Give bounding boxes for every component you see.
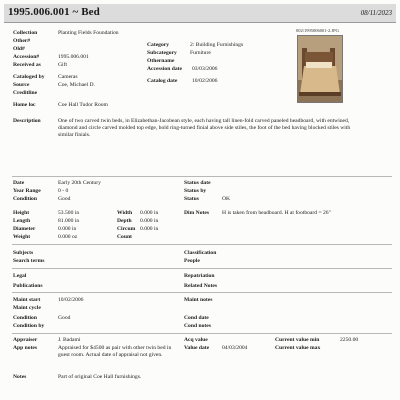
- print-date: 08/11/2023: [360, 9, 392, 17]
- source-value: Coe, Michael D.: [58, 82, 95, 88]
- collection-label: Collection: [13, 30, 38, 36]
- date-value: Early 20th Century: [58, 180, 101, 186]
- maint-condition-label: Condition: [13, 315, 37, 321]
- date-label: Date: [13, 180, 25, 186]
- catalog-date-label: Catalog date: [147, 78, 178, 84]
- classification-label: Classification: [184, 250, 217, 256]
- appraiser-label: Appraiser: [13, 337, 38, 343]
- source-label: Source: [13, 82, 30, 88]
- maint-start-value: 10/02/2006: [58, 297, 84, 303]
- maint-cycle-label: Maint cycle: [13, 305, 41, 311]
- maint-notes-label: Maint notes: [184, 297, 213, 303]
- condition-label: Condition: [13, 196, 37, 202]
- description-text: One of two carved twin beds, in Elizabethan-Jacobean style, each having tall linen-fold carved paneled headboard, with entwined, diamond and circle carved molded top edge, bold ring-turned finial above side stiles, the foot of the bed having blocked stiles with similar finials.: [58, 118, 351, 139]
- search-terms-label: Search terms: [13, 258, 45, 264]
- received-as-value: Gift: [58, 62, 68, 68]
- app-notes-value: Appraised for $4500 as pair with other twin bed in guest room. Actual date of appraisal not given.: [58, 345, 172, 359]
- cond-date-label: Cond date: [184, 315, 209, 321]
- year-range-value: 0 - 0: [58, 188, 69, 194]
- bed-footboard: [299, 92, 341, 96]
- accession-number-value: 1995.006.001: [58, 54, 89, 60]
- appraiser-value: J. Badami: [58, 337, 81, 343]
- collection-value: Planting Fields Foundation: [58, 30, 119, 36]
- year-range-label: Year Range: [13, 188, 41, 194]
- cataloged-by-value: Cameras: [58, 74, 78, 80]
- value-date-label: Value date: [184, 345, 210, 351]
- length-label: Length: [13, 218, 31, 224]
- publications-label: Publications: [13, 283, 43, 289]
- home-location-value: Coe Hall Tudor Room: [58, 102, 108, 108]
- diameter-label: Diameter: [13, 226, 36, 232]
- height-label: Height: [13, 210, 30, 216]
- notes-label: Notes: [13, 374, 27, 380]
- maint-condition-value: Good: [58, 315, 71, 321]
- section-divider: [12, 244, 392, 245]
- weight-label: Weight: [13, 234, 31, 240]
- width-label: Width: [117, 210, 133, 216]
- maint-start-label: Maint start: [13, 297, 41, 303]
- condition-by-label: Condition by: [13, 323, 45, 329]
- acq-value-label: Acq value: [184, 337, 208, 343]
- bed-cover: [300, 66, 340, 94]
- cond-notes-label: Cond notes: [184, 323, 211, 329]
- record-title: 1995.006.001 ~ Bed: [8, 6, 100, 18]
- status-label: Status: [184, 196, 199, 202]
- cataloged-by-label: Cataloged by: [13, 74, 45, 80]
- app-notes-label: App notes: [13, 345, 38, 351]
- dim-notes-label: Dim Notes: [184, 210, 210, 216]
- other-number-label: Other#: [13, 38, 31, 44]
- section-divider: [12, 333, 392, 334]
- depth-label: Depth: [117, 218, 132, 224]
- legal-label: Legal: [13, 273, 27, 279]
- subjects-label: Subjects: [13, 250, 34, 256]
- count-label: Count: [117, 234, 132, 240]
- status-by-label: Status by: [184, 188, 207, 194]
- othername-label: Othername: [147, 58, 175, 64]
- condition-value: Good: [58, 196, 71, 202]
- accession-date-value: 03/03/2006: [192, 66, 218, 72]
- depth-value: 0.000 in: [140, 218, 159, 224]
- repatriation-label: Repatriation: [184, 273, 215, 279]
- photo-caption: 002\1995006001-2.JPG: [296, 28, 339, 33]
- accession-date-label: Accession date: [147, 66, 182, 72]
- circum-value: 0.000 in: [140, 226, 159, 232]
- category-label: Category: [147, 42, 170, 48]
- value-date-value: 04/03/2004: [222, 345, 248, 351]
- bed-pillow: [306, 62, 332, 68]
- dim-notes-value: H is taken from headboard. H at footboard = 26": [222, 210, 331, 216]
- notes-value: Part of original Coe Hall furnishings.: [58, 374, 142, 380]
- weight-value: 0.000 oz: [58, 234, 78, 240]
- record-header: [4, 4, 396, 23]
- status-date-label: Status date: [184, 180, 211, 186]
- circum-label: Circum: [117, 226, 136, 232]
- old-number-label: Old#: [13, 46, 25, 52]
- current-value-min-label: Current value min: [275, 337, 320, 343]
- section-divider: [12, 292, 392, 293]
- related-notes-label: Related Notes: [184, 283, 218, 289]
- home-location-label: Home loc: [13, 102, 36, 108]
- current-value-max-label: Current value max: [275, 345, 321, 351]
- diameter-value: 0.000 in: [58, 226, 77, 232]
- subcategory-value: Furniture: [190, 50, 211, 56]
- catalog-date-value: 10/02/2006: [192, 78, 218, 84]
- bed-photo-image: [298, 36, 342, 102]
- creditline-label: Creditline: [13, 90, 38, 96]
- people-label: People: [184, 258, 200, 264]
- section-divider: [12, 176, 392, 177]
- length-value: 81.000 in: [58, 218, 80, 224]
- subcategory-label: Subcategory: [147, 50, 177, 56]
- object-photo: [297, 35, 343, 103]
- accession-number-label: Accession#: [13, 54, 40, 60]
- width-value: 0.000 in: [140, 210, 159, 216]
- current-value-min-value: 2250.00: [340, 337, 359, 343]
- height-value: 53.500 in: [58, 210, 80, 216]
- category-value: 2: Building Furnishings: [190, 42, 244, 48]
- received-as-label: Received as: [13, 62, 41, 68]
- status-value: OK: [222, 196, 231, 202]
- section-divider: [12, 268, 392, 269]
- description-label: Description: [13, 118, 41, 124]
